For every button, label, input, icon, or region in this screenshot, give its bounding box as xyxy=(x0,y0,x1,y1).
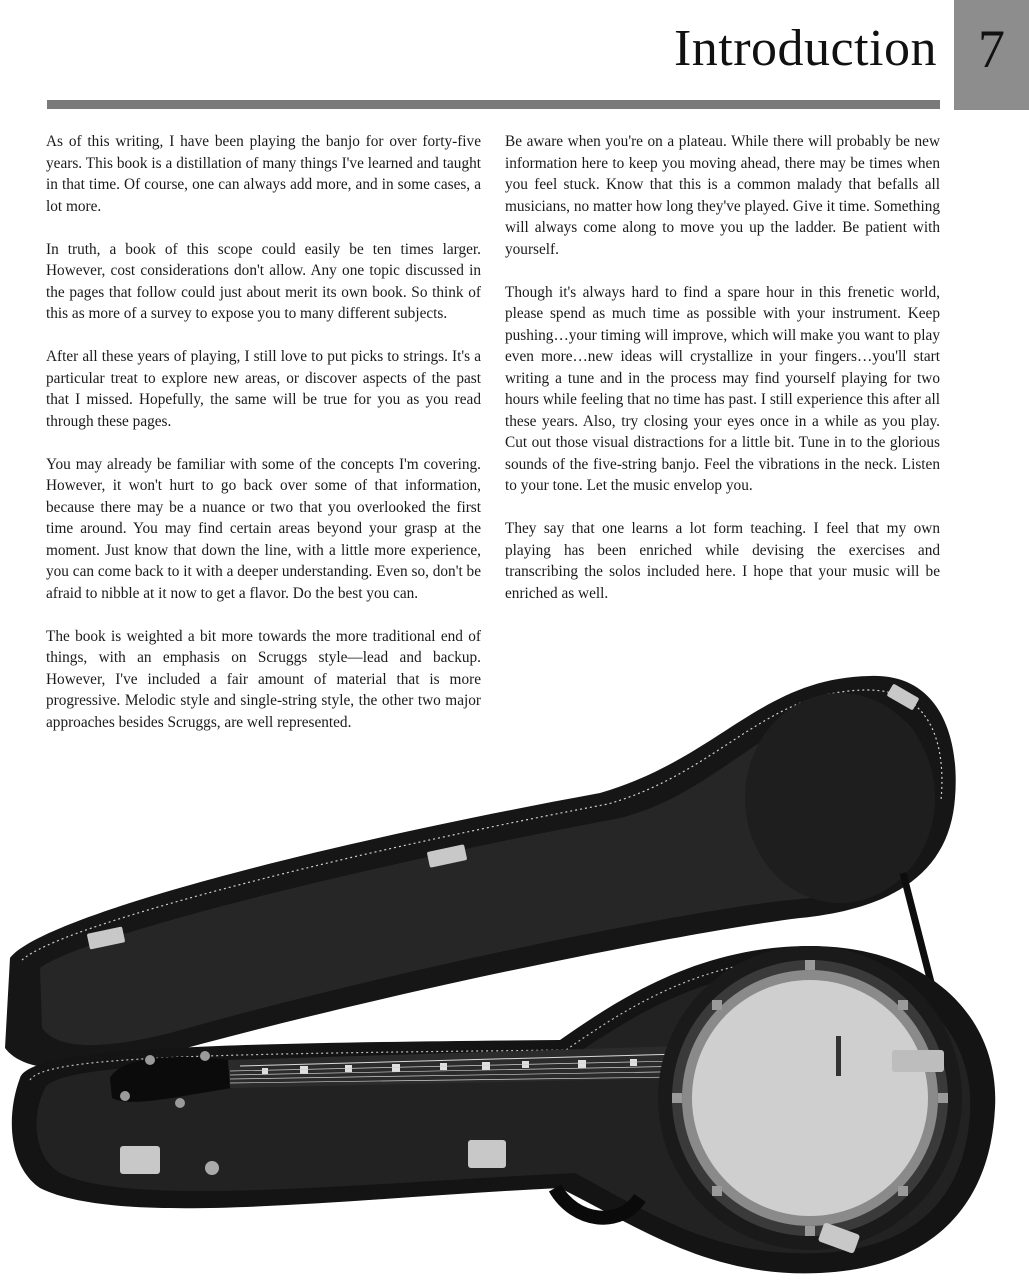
paragraph: They say that one learns a lot form teaching. I feel that my own playing has been enriched while devising the exercises and transcribing the solos included here. I hope that your music will be enriched as well. xyxy=(505,520,940,602)
page-number: 7 xyxy=(978,19,1005,79)
left-column xyxy=(46,131,481,755)
base-latch xyxy=(468,1140,506,1168)
paragraph: Though it's always hard to find a spare hour in this frenetic world, please spend as much time as possible with your instrument. Keep pushing…your timing will improve, which will make you want to play even more…new ideas will crystallize in your fingers…you'll start writing a tune and in the process may find yourself playing for two hours while feeling that no time has past. I still experience this after all these years. Also, try closing your eyes once in a while as you play. Cut out those visual distractions for a little bit. Tune in to the glorious sounds of the five-string banjo. Feel the vibrations in the neck. Listen to your tone. Let the music envelop you. xyxy=(505,283,940,494)
banjo-tailpiece xyxy=(892,1050,944,1072)
paragraph: The book is weighted a bit more towards the more traditional end of things, with an emphasis on Scruggs style—lead and backup. However, I've included a fair amount of material that is more progressive. Melodic style and single-string style, the other two major approaches besides Scruggs, are well represented. xyxy=(46,627,481,731)
banjo-head xyxy=(692,980,928,1216)
banjo-case-photo xyxy=(0,668,1029,1280)
lid-bowl xyxy=(745,693,935,903)
tuning-peg xyxy=(200,1051,210,1061)
paragraph: After all these years of playing, I still love to put picks to strings. It's a particular treat to explore new areas, or discover aspects of the past that I missed. Hopefully, the same will be true for you as you read through these pages. xyxy=(46,348,481,430)
paragraph: Be aware when you're on a plateau. While there will probably be new information here to keep you moving ahead, there may be times when you feel stuck. Know that this is a common malady that befalls all musicians, no matter how long they've played. Give it time. Something will always come along to move you up the ladder. Be patient with yourself. xyxy=(505,133,940,258)
base-latch xyxy=(120,1146,160,1174)
tuning-peg xyxy=(145,1055,155,1065)
right-column xyxy=(505,131,940,626)
paragraph: In truth, a book of this scope could easily be ten times larger. However, cost considerations don't allow. Any one topic discussed in the pages that follow could just about merit its own book. So think of this as more of a survey to expose you to many different subjects. xyxy=(46,240,481,322)
banjo-bridge xyxy=(836,1036,841,1076)
page-number-box xyxy=(954,0,1029,110)
page-title: Introduction xyxy=(673,20,937,77)
tuning-peg xyxy=(120,1091,130,1101)
case-lock xyxy=(205,1161,219,1175)
tuning-peg xyxy=(175,1098,185,1108)
paragraph: As of this writing, I have been playing the banjo for over forty-five years. This book is a distillation of many things I've learned and taught in that time. Of course, one can always add more, and in some cases, a lot more. xyxy=(46,133,481,215)
paragraph: You may already be familiar with some of the concepts I'm covering. However, it won't hurt to go back over some of that information, because there may be a nuance or two that you overlooked the first time around. You may find certain areas beyond your grasp at the moment. Just know that down the line, with a little more experience, you can come back to it with a deeper understanding. Even so, don't be afraid to nibble at it now to get a flavor. Do the best you can. xyxy=(46,455,481,602)
title-rule xyxy=(47,100,940,109)
